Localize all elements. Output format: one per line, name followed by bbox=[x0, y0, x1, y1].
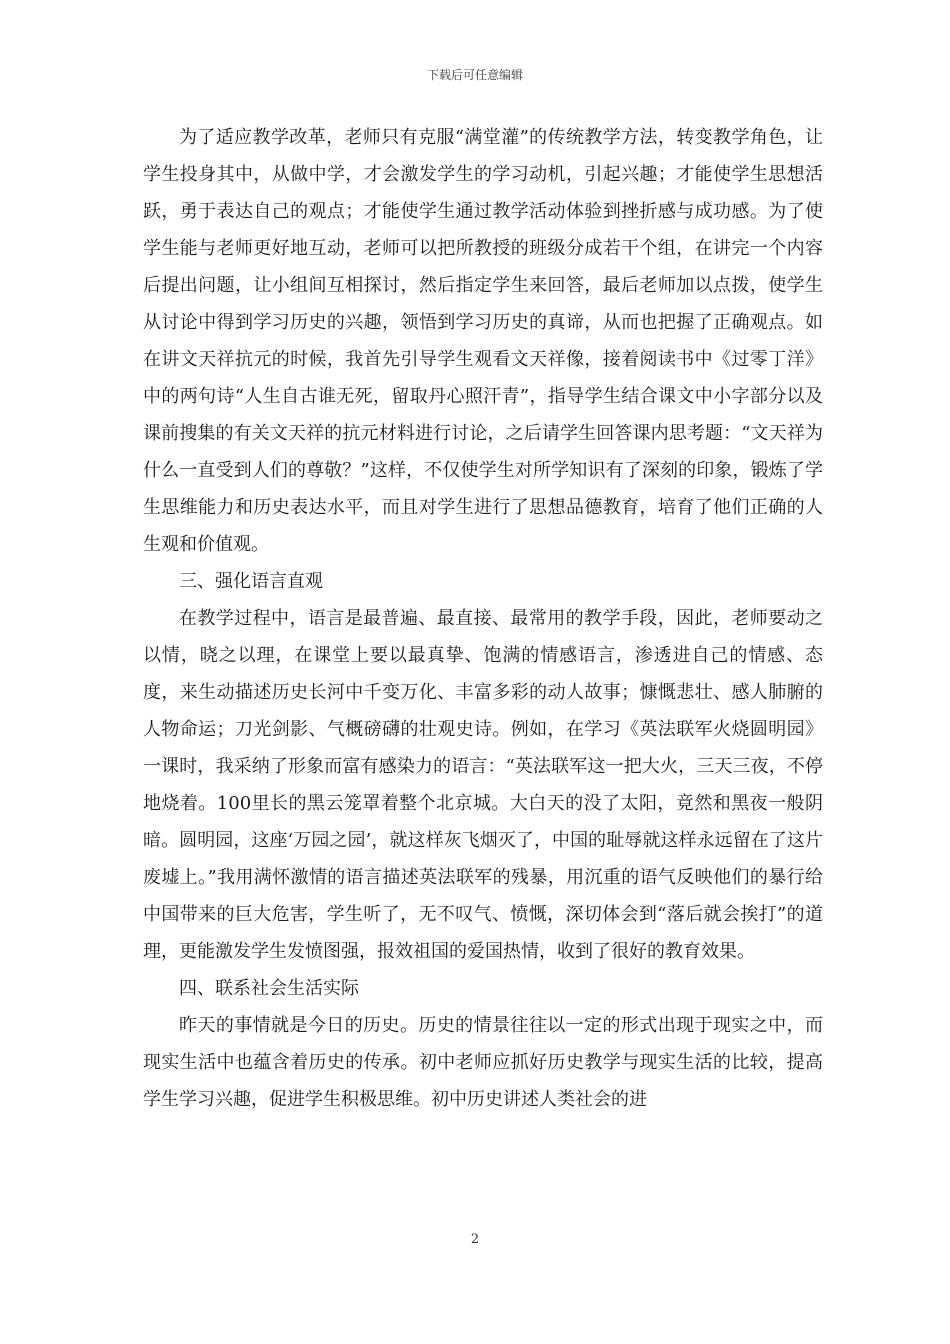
body-paragraph: 在教学过程中，语言是最普遍、最直接、最常用的教学手段，因此，老师要动之以情，晓之以理，在课堂上要以最真挚、饱满的情感语言，渗透进自己的情感、态度，来生动描述历史长河中千变万化、丰富多彩的动人故事；慷慨悲壮、感人肺腑的人物命运；刀光剑影、气概磅礴的壮观史诗。例如，在学习《英法联军火烧圆明园》一课时，我采纳了形象而富有感染力的语言：“英法联军这一把大火，三天三夜，不停地烧着。100里长的黑云笼罩着整个北京城。大白天的没了太阳，竟然和黑夜一般阴暗。圆明园，这座‘万园之园’，就这样灰飞烟灭了，中国的耻辱就这样永远留在了这片废墟上。”我用满怀激情的语言描述英法联军的残暴，用沉重的语气反映他们的暴行给中国带来的巨大危害，学生听了，无不叹气、愤慨，深切体会到“落后就会挨打”的道理，更能激发学生发愤图强，报效祖国的爱国热情，收到了很好的教育效果。 bbox=[143, 608, 823, 962]
page-number: 2 bbox=[470, 1232, 480, 1247]
section-heading: 三、强化语言直观 bbox=[179, 571, 323, 592]
body-paragraph: 昨天的事情就是今日的历史。历史的情景往往以一定的形式出现于现实之中，而现实生活中也蕴含着历史的传承。初中老师应抓好历史教学与现实生活的比较，提高学生学习兴趣，促进学生积极思维。初中历史讲述人类社会的进 bbox=[143, 1015, 823, 1110]
page-header-note: 下载后可任意编辑 bbox=[426, 68, 523, 82]
body-paragraph: 为了适应教学改革，老师只有克服“满堂灌”的传统教学方法，转变教学角色，让学生投身其中，从做中学，才会激发学生的学习动机，引起兴趣；才能使学生思想活跃，勇于表达自己的观点；才能使学生通过教学活动体验到挫折感与成功感。为了使学生能与老师更好地互动，老师可以把所教授的班级分成若干个组，在讲完一个内容后提出问题，让小组间互相探讨，然后指定学生来回答，最后老师加以点拨，使学生从讨论中得到学习历史的兴趣，领悟到学习历史的真谛，从而也把握了正确观点。如在讲文天祥抗元的时候，我首先引导学生观看文天祥像，接着阅读书中《过零丁洋》中的两句诗“人生自古谁无死，留取丹心照汗青”，指导学生结合课文中小字部分以及课前搜集的有关文天祥的抗元材料进行讨论，之后请学生回答课内思考题：“文天祥为什么一直受到人们的尊敬？”这样，不仅使学生对所学知识有了深刻的印象，锻炼了学生思维能力和历史表达水平，而且对学生进行了思想品德教育，培育了他们正确的人生观和价值观。 bbox=[143, 127, 823, 555]
document-body bbox=[143, 119, 823, 1118]
section-heading: 四、联系社会生活实际 bbox=[179, 978, 359, 999]
